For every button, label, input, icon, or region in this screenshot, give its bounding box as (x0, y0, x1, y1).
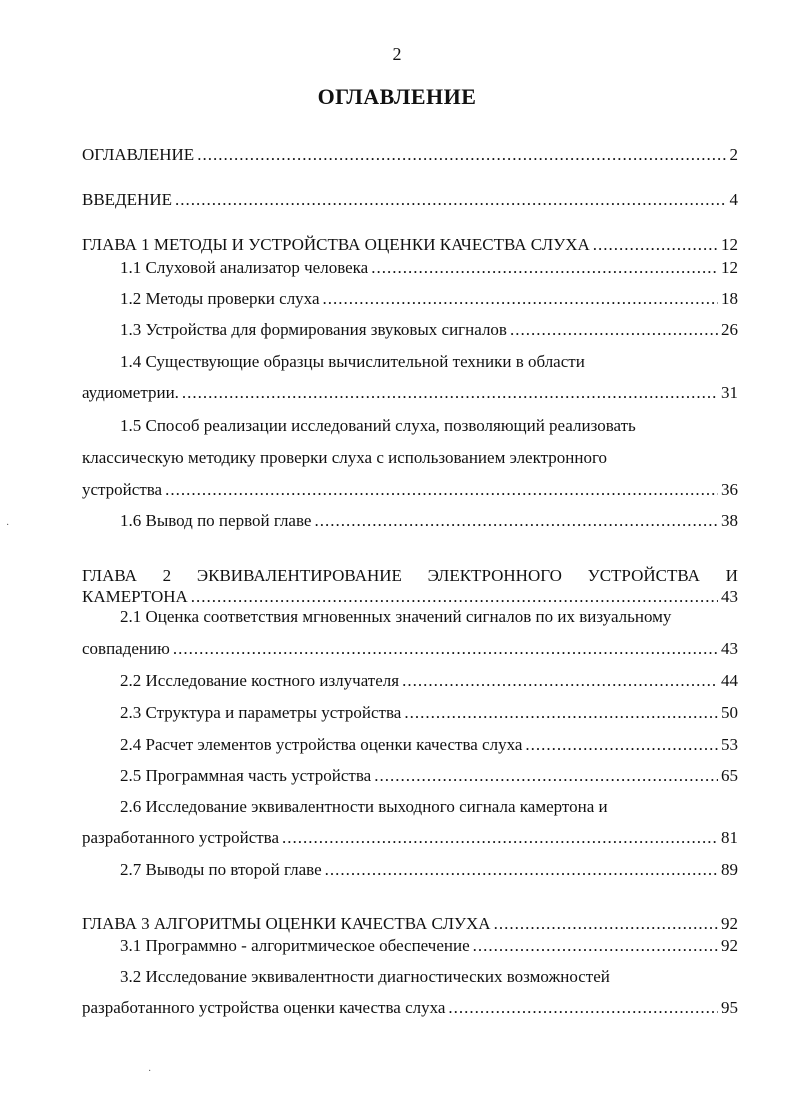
leader-dots (182, 383, 718, 403)
toc-page-number: 43 (721, 587, 738, 606)
toc-entry-text: 2.2 Исследование костного излучателя (120, 671, 400, 690)
toc-page-number: 12 (721, 258, 738, 277)
toc-entry-text: аудиометрии. (82, 383, 179, 402)
toc-page-number: 89 (721, 860, 738, 879)
word: И (725, 566, 738, 585)
toc-entry-section-1-6[interactable] (120, 511, 738, 531)
toc-entry-section-1-4[interactable] (82, 383, 738, 403)
toc-entry-section-2-4[interactable] (120, 735, 738, 755)
toc-entry-introduction[interactable] (82, 190, 738, 210)
leader-dots (510, 320, 718, 340)
page-title: ОГЛАВЛЕНИЕ (317, 84, 477, 109)
toc-entry-chapter-2-line1 (82, 566, 738, 586)
leader-dots (165, 480, 718, 500)
toc-page-number: 12 (721, 235, 738, 254)
toc-entry-section-1-1[interactable] (120, 258, 738, 278)
toc-entry-section-2-5[interactable] (120, 766, 738, 786)
toc-page-number: 2 (729, 145, 738, 164)
toc-page-number: 50 (721, 703, 738, 722)
toc-entry-text: разработанного устройства (82, 828, 280, 847)
leader-dots (402, 671, 718, 691)
toc-entry-section-3-2[interactable] (82, 998, 738, 1018)
toc-entry-chapter-1[interactable] (82, 235, 738, 255)
toc-page-number: 92 (721, 936, 738, 955)
toc-entry-section-2-6[interactable] (82, 828, 738, 848)
toc-entry-text: 1.2 Методы проверки слуха (120, 289, 320, 308)
toc-entry-section-2-3[interactable] (120, 703, 738, 723)
leader-dots (525, 735, 718, 755)
leader-dots (448, 998, 718, 1018)
toc-entry-text: ВВЕДЕНИЕ (82, 190, 172, 209)
toc-entry-section-3-1[interactable] (120, 936, 738, 956)
toc-entry-text: 1.3 Устройства для формирования звуковых сигналов (120, 320, 507, 339)
toc-entry-text: 3.1 Программно - алгоритмическое обеспечение (120, 936, 470, 955)
toc-entry-text: ГЛАВА 1 МЕТОДЫ И УСТРОЙСТВА ОЦЕНКИ КАЧЕСТВА СЛУХА (82, 235, 590, 254)
toc-page-number: 92 (721, 914, 738, 933)
word: ГЛАВА (82, 566, 137, 585)
leader-dots (282, 828, 718, 848)
toc-entry-section-3-2-line1: 3.2 Исследование эквивалентности диагностических возможностей (120, 967, 610, 986)
toc-entry-text: ОГЛАВЛЕНИЕ (82, 145, 195, 164)
leader-dots (494, 914, 718, 934)
toc-page-number: 18 (721, 289, 738, 308)
toc-page-number: 43 (721, 639, 738, 658)
leader-dots (191, 587, 718, 607)
leader-dots (323, 289, 718, 309)
leader-dots (197, 145, 726, 165)
toc-entry-section-1-5-line1: 1.5 Способ реализации исследований слуха, позволяющий реализовать (120, 416, 636, 435)
toc-page-number: 65 (721, 766, 738, 785)
toc-page-number: 36 (721, 480, 738, 499)
scan-speck: · (6, 520, 10, 531)
toc-page-number: 95 (721, 998, 738, 1017)
toc-page-number: 4 (729, 190, 738, 209)
toc-page-number: 53 (721, 735, 738, 754)
leader-dots (325, 860, 718, 880)
toc-entry-text: 2.4 Расчет элементов устройства оценки качества слуха (120, 735, 523, 754)
toc-entry-section-2-6-line1: 2.6 Исследование эквивалентности выходного сигнала камертона и (120, 797, 608, 816)
toc-entry-section-2-7[interactable] (120, 860, 738, 880)
leader-dots (374, 766, 718, 786)
toc-entry-chapter-3[interactable] (82, 914, 738, 934)
word: ЭКВИВАЛЕНТИРОВАНИЕ (196, 566, 402, 585)
toc-page-number: 31 (721, 383, 738, 402)
toc-entry-section-1-5-line2: классическую методику проверки слуха с использованием электронного (82, 448, 608, 467)
leader-dots (473, 936, 718, 956)
scan-speck: · (148, 1066, 152, 1077)
toc-entry-section-1-2[interactable] (120, 289, 738, 309)
toc-entry-section-1-5[interactable] (82, 480, 738, 500)
toc-page-number: 81 (721, 828, 738, 847)
toc-entry-section-2-1-line1: 2.1 Оценка соответствия мгновенных значений сигналов по их визуальному (120, 607, 672, 626)
leader-dots (404, 703, 718, 723)
toc-entry-text: 2.5 Программная часть устройства (120, 766, 372, 785)
leader-dots (593, 235, 718, 255)
toc-entry-text: 2.7 Выводы по второй главе (120, 860, 322, 879)
toc-entry-section-1-4-line1: 1.4 Существующие образцы вычислительной техники в области (120, 352, 585, 371)
word: 2 (162, 566, 172, 585)
page-number: 2 (392, 44, 402, 64)
leader-dots (175, 190, 727, 210)
toc-entry-section-2-1[interactable] (82, 639, 738, 659)
toc-page-number: 44 (721, 671, 738, 690)
toc-entry-contents[interactable] (82, 145, 738, 165)
toc-entry-text: КАМЕРТОНА (82, 587, 188, 606)
toc-entry-section-2-2[interactable] (120, 671, 738, 691)
toc-page-number: 38 (721, 511, 738, 530)
leader-dots (314, 511, 718, 531)
toc-entry-text: устройства (82, 480, 163, 499)
toc-entry-chapter-2[interactable] (82, 587, 738, 607)
toc-entry-text: ГЛАВА 3 АЛГОРИТМЫ ОЦЕНКИ КАЧЕСТВА СЛУХА (82, 914, 491, 933)
toc-entry-section-1-3[interactable] (120, 320, 738, 340)
toc-entry-text: 1.6 Вывод по первой главе (120, 511, 312, 530)
leader-dots (371, 258, 718, 278)
word: УСТРОЙСТВА (587, 566, 700, 585)
toc-entry-text: 1.1 Слуховой анализатор человека (120, 258, 369, 277)
toc-entry-text: совпадению (82, 639, 170, 658)
toc-entry-text: 2.3 Структура и параметры устройства (120, 703, 402, 722)
toc-page-number: 26 (721, 320, 738, 339)
leader-dots (173, 639, 718, 659)
word: ЭЛЕКТРОННОГО (427, 566, 562, 585)
toc-entry-text: разработанного устройства оценки качества слуха (82, 998, 446, 1017)
